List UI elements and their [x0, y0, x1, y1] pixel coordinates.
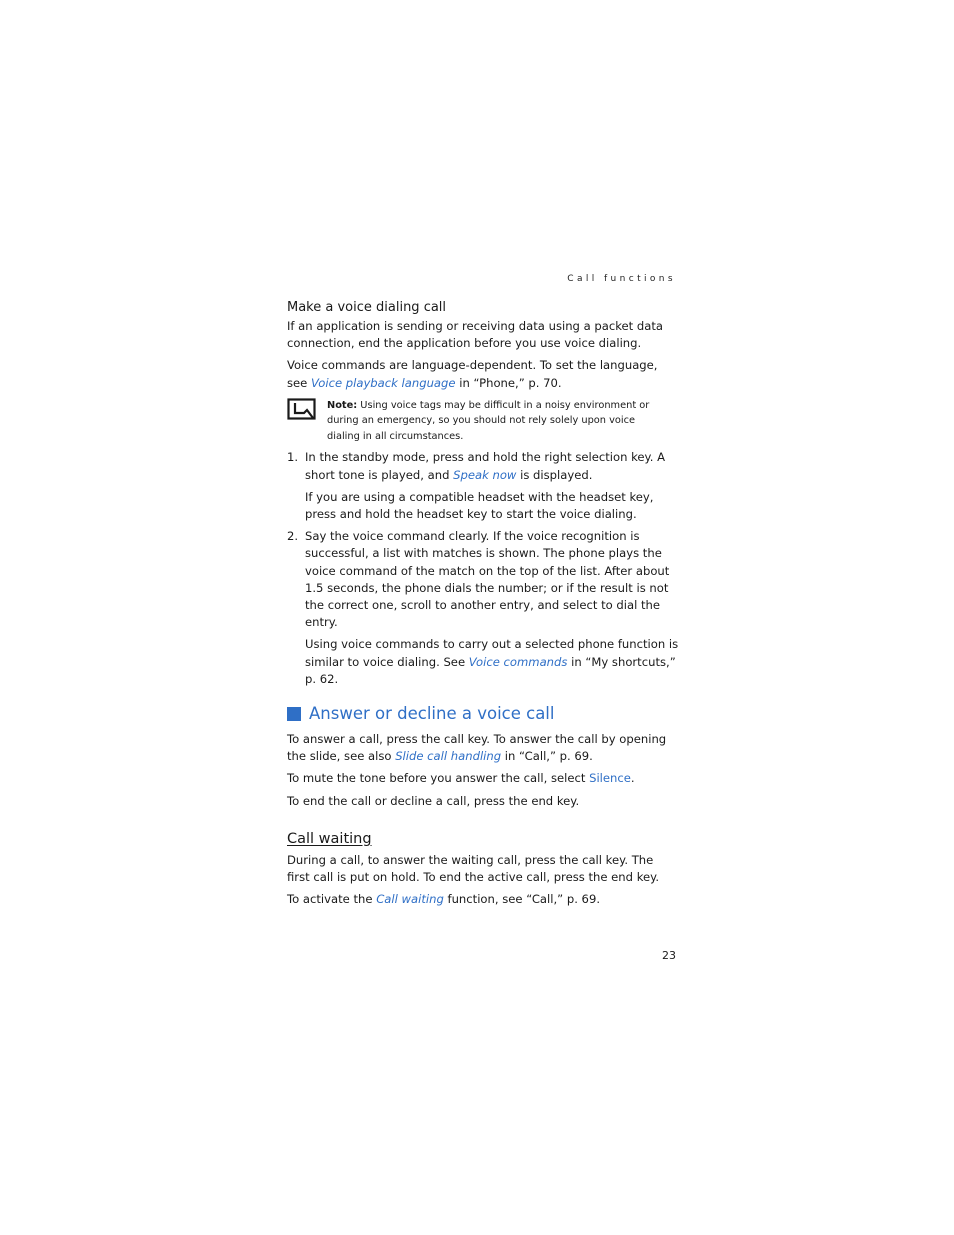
answer-paragraph-1 [287, 731, 679, 765]
step-1-extra: If you are using a compatible headset with the headset key, press and hold the headset key to start the voice dialing. [305, 489, 654, 521]
list-item [287, 528, 679, 688]
answer-paragraph-2 [287, 770, 679, 787]
step-1-post: is displayed. [516, 467, 593, 482]
call-waiting-link[interactable]: Call waiting [376, 892, 444, 907]
voice-dialing-paragraph-2 [287, 357, 679, 391]
call-waiting-title: Call waiting [287, 830, 372, 847]
voice-playback-language-link[interactable]: Voice playback language [311, 375, 456, 390]
answer-p1-post: in “Call,” p. 69. [501, 749, 593, 764]
voice-dialing-paragraph-1: If an application is sending or receiving data using a packet data connection, end the application before you use voice dialing. [287, 319, 664, 351]
language-text: Voice commands are language-dependent. To set the language, see [287, 358, 658, 390]
step-1-text [305, 449, 679, 483]
note-box [287, 398, 679, 445]
list-item [287, 449, 679, 523]
call-waiting-paragraph-2 [287, 891, 679, 908]
page-content [287, 299, 679, 913]
steps-list [287, 449, 679, 688]
language-ref-text: in “Phone,” p. 70. [455, 375, 562, 390]
step-2-extra-post: in “My shortcuts,” p. 62. [305, 654, 676, 686]
answer-paragraph-3: To end the call or decline a call, press the end key. [287, 793, 580, 808]
call-waiting-paragraph-1: During a call, to answer the waiting call, press the call key. The first call is put on hold. To end the active call, press the end key. [287, 852, 660, 884]
step-2-text: Say the voice command clearly. If the voice recognition is successful, a list with matches is shown. The phone plays the voice command of the match on the top of the list. After about 1.5 seconds, the phone dials the number; or if the result is not the correct one, scroll to another entry, and select to dial the entry. [305, 529, 670, 630]
voice-commands-link[interactable]: Voice commands [468, 654, 568, 669]
note-icon [287, 398, 317, 420]
note-body: Using voice tags may be difficult in a noisy environment or during an emergency, so you should not rely solely upon voice dialing in all circumstances. [327, 399, 650, 442]
speak-now-link[interactable]: Speak now [453, 467, 517, 482]
page-number: 23 [662, 949, 676, 962]
answer-p1-pre: To answer a call, press the call key. To answer the call by opening the slide, see also [287, 731, 667, 764]
running-head: Call functions [567, 274, 676, 284]
section-square-icon [287, 707, 301, 721]
call-waiting-p2-pre: To activate the [287, 892, 377, 907]
answer-p2-pre: To mute the tone before you answer the call, select [287, 771, 590, 786]
note-text [327, 398, 667, 445]
answer-p2-post: . [630, 771, 635, 786]
step-1-pre: In the standby mode, press and hold the right selection key. A short tone is played, and [305, 450, 666, 482]
step-2-extra-pre: Using voice commands to carry out a selected phone function is similar to voice dialing. See [305, 637, 679, 669]
silence-softkey[interactable]: Silence [589, 771, 631, 786]
answer-section-heading [287, 703, 679, 725]
step-number: 1. [287, 450, 299, 465]
step-number: 2. [287, 529, 299, 544]
step-2-extra [305, 636, 679, 688]
answer-section-title: Answer or decline a voice call [309, 703, 555, 723]
call-waiting-p2-post: function, see “Call,” p. 69. [443, 892, 600, 907]
slide-call-handling-link[interactable]: Slide call handling [395, 749, 502, 764]
voice-dialing-title: Make a voice dialing call [287, 300, 447, 315]
note-label: Note: [327, 399, 358, 411]
